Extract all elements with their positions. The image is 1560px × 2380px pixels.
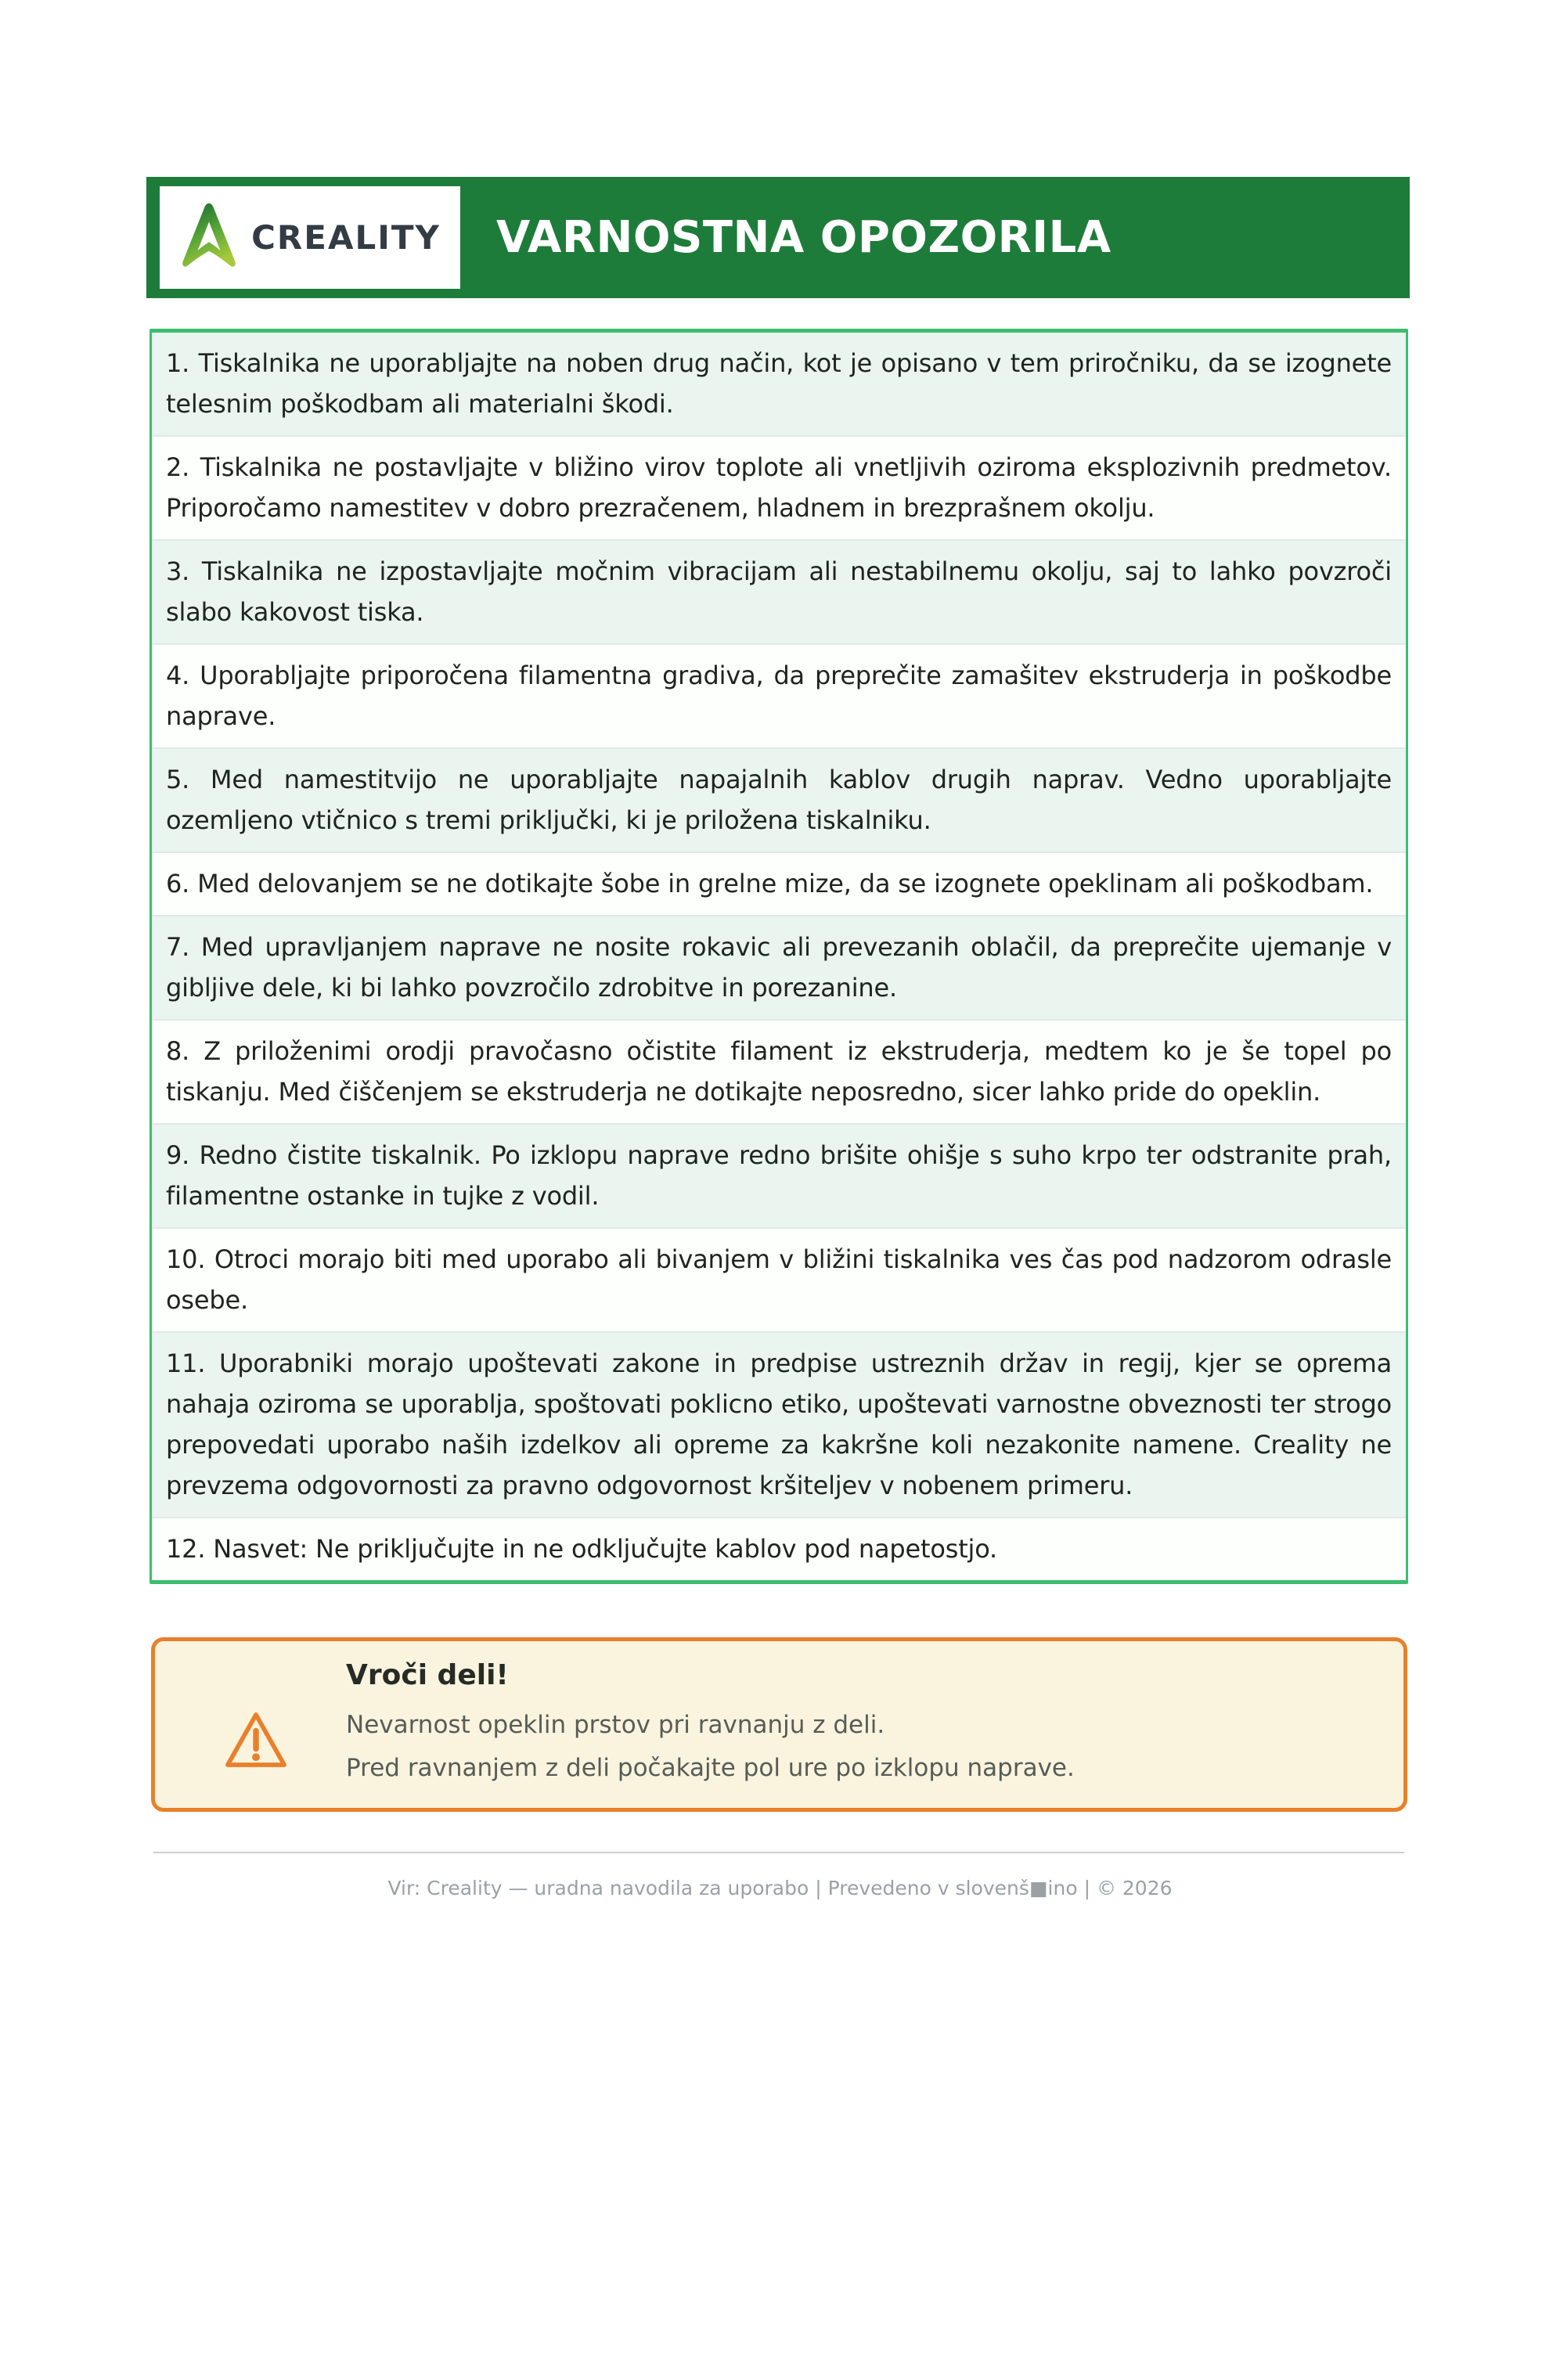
alert-text-block — [346, 1659, 1075, 1790]
warning-item: 6. Med delovanjem se ne dotikajte šobe in grelne mize, da se izognete opeklinam ali poškodbam. — [152, 852, 1406, 915]
warning-triangle-icon — [224, 1708, 288, 1771]
warning-item: 5. Med namestitvijo ne uporabljajte napajalnih kablov drugih naprav. Vedno uporabljajte ozemljeno vtičnico s tremi priključki, ki je priložena tiskalniku. — [152, 747, 1406, 852]
header-banner — [146, 177, 1410, 298]
warning-item: 12. Nasvet: Ne priključujte in ne odključujte kablov pod napetostjo. — [152, 1517, 1406, 1580]
warning-item: 4. Uporabljajte priporočena filamentna gradiva, da preprečite zamašitev ekstruderja in poškodbe naprave. — [152, 643, 1406, 747]
creality-arrow-icon — [179, 199, 239, 277]
warnings-list — [150, 329, 1408, 1584]
footer-divider — [153, 1852, 1404, 1853]
warning-item: 2. Tiskalnika ne postavljajte v bližino virov toplote ali vnetljivih oziroma eksplozivnih predmetov. Priporočamo namestitev v dobro prezračenem, hladnem in brezprašnem okolju. — [152, 435, 1406, 539]
alert-line: Nevarnost opeklin prstov pri ravnanju z deli. — [346, 1711, 885, 1739]
hot-parts-alert — [151, 1637, 1407, 1812]
warning-item: 11. Uporabniki morajo upoštevati zakone in predpise ustreznih držav in regij, kjer se oprema nahaja oziroma se uporablja, spoštovati poklicno etiko, upoštevati varnostne obveznosti ter strogo prepovedati uporabo naših izdelkov ali opreme za kakršne koli nezakonite namene. Creality ne prevzema odgovornosti za pravno odgovornost kršiteljev v nobenem primeru. — [152, 1331, 1406, 1517]
creality-logo — [160, 186, 460, 289]
warning-item: 7. Med upravljanjem naprave ne nosite rokavic ali prevezanih oblačil, da preprečite ujemanje v gibljive dele, ki bi lahko povzročilo zdrobitve in porezanine. — [152, 915, 1406, 1019]
footer-text: Vir: Creality — uradna navodila za uporabo | Prevedeno v slovenš■ino | © 2026 — [387, 1877, 1173, 1899]
warning-item: 10. Otroci morajo biti med uporabo ali bivanjem v bližini tiskalnika ves čas pod nadzorom odrasle osebe. — [152, 1227, 1406, 1331]
alert-line: Pred ravnanjem z deli počakajte pol ure po izklopu naprave. — [346, 1754, 1075, 1782]
warning-item: 1. Tiskalnika ne uporabljajte na noben drug način, kot je opisano v tem priročniku, da se izognete telesnim poškodbam ali materialni škodi. — [152, 333, 1406, 435]
page-title: VARNOSTNA OPOZORILA — [496, 212, 1111, 263]
warning-item: 9. Redno čistite tiskalnik. Po izklopu naprave redno brišite ohišje s suho krpo ter odstranite prah, filamentne ostanke in tujke z vodil. — [152, 1123, 1406, 1227]
alert-title: Vroči deli! — [346, 1659, 509, 1691]
warning-item: 8. Z priloženimi orodji pravočasno očistite filament iz ekstruderja, medtem ko je še topel po tiskanju. Med čiščenjem se ekstruderja ne dotikajte neposredno, sicer lahko pride do opeklin. — [152, 1019, 1406, 1123]
warning-item: 3. Tiskalnika ne izpostavljajte močnim vibracijam ali nestabilnemu okolju, saj to lahko povzroči slabo kakovost tiska. — [152, 539, 1406, 643]
logo-wordmark: CREALITY — [251, 218, 441, 257]
